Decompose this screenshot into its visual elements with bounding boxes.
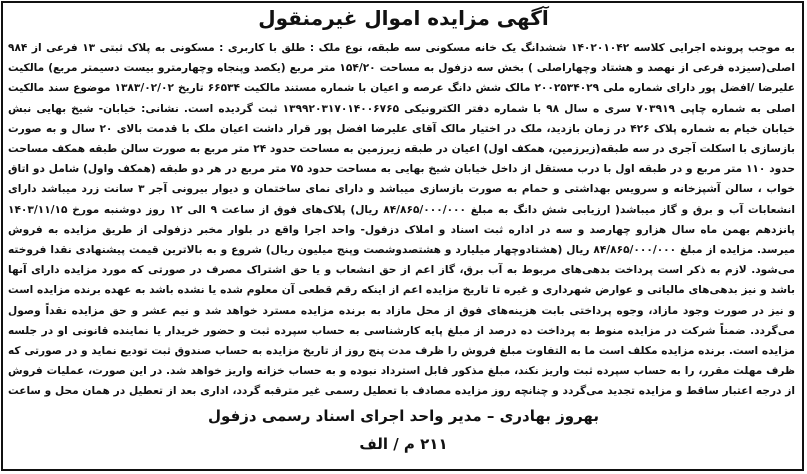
notice-body: به موجب پرونده اجرایی کلاسه ۱۴۰۲۰۱۰۴۲ ششدانگ یک خانه مسکونی سه طبقه، نوع ملک : طلق با کاربری : مسکونی به پلاک ثبتی ۱۳ فرعی از ۹۸۴ اصلی(سیزده فرعی از نهصد و هشتاد وچهاراصلی ) بخش سه دزفول به مساحت ۱۵۴/۲۰ متر مربع (یکصد وپنجاه وچهارمترو بیست دسیمتر مربع) مالکیت علیرضا /افضل پور دارای شماره ملی ۲۰۰۲۵۳۴۰۲۹ مالک شش دانگ عرصه و اعیان با شماره مستند مالکیت ۶۶۵۳۴ تاریخ ۱۳۸۳/۰۲/۰۲ موضوع سند مالکیت اصلی به شماره چاپی ۷۰۳۹۱۹ سری ه سال ۹۸ با شماره دفتر الکترونیکی ۱۳۹۹۲۰۳۱۷۰۱۴۰۰۶۷۶۵ ثبت گردیده است. نشانی: خیابان- شیخ بهایی نبش خیابان خیام به شماره پلاک ۴۲۶ در زمان بازدید، ملک در اختیار مالک آقای علیرضا افضل پور قرار داشت اعیان ملک با قدمت بالای ۲۰ سال و به صورت بازسازی با اسکلت آجری در سه طبقه(زیرزمین، همکف اول) اعیان در طبقه زیرزمین به مساحت حدود ۲۴ متر مربع به صورت سالن طبقه همکف مساحت حدود ۱۱۰ متر مربع و در طبقه اول با درب مستقل از داخل خیابان شیخ بهایی به مساحت حدود ۷۵ متر مربع در هر دو طبقه (همکف واول) شامل دو اتاق خواب ، سالن آشپزخانه و سرویس بهداشتی و حمام به صورت بازسازی میباشد و دارای نمای ساختمان و دیوار بیرونی آجر ۳ سانت زرد میباشد دارای انشعابات آب و برق و گاز میباشد( ارزیابی شش دانگ به مبلغ ۸۴/۸۶۵/۰۰۰/۰۰۰ ریال) پلاک‌های فوق از ساعت ۹ الی ۱۲ روز دوشنبه مورخ ۱۴۰۳/۱۱/۱۵ پانزدهم بهمن ماه سال هزارو چهارصد و سه در اداره ثبت اسناد و املاک دزفول- واحد اجرا واقع در بلوار مخبر دزفولی از طریق مزایده به فروش میرسد. مزایده از مبلغ ۸۴/۸۶۵/۰۰۰/۰۰۰ ریال (هشتادوچهار میلیارد و هشتصدوشصت وپنج میلیون ریال) شروع و به بالاترین قیمت پیشنهادی نقدا فروخته می‌شود. لازم به ذکر است پرداخت بدهی‌های مربوط به آب برق، گاز اعم از حق انشعاب و یا حق اشتراک مصرف در صورتی که مورد مزایده دارای آنها باشد و نیز بدهی‌های مالیاتی و عوارض شهرداری و غیره تا تاریخ مزایده اعم از اینکه رقم قطعی آن معلوم شده یا نشده باشد به عهده برنده مزایده است و نیز در صورت وجود مازاد، وجوه پرداختی بابت هزینه‌های فوق از محل مازاد به برنده مزایده مسترد خواهد شد و نیم عشر و حق مزایده نقداً وصول می‌گردد. ضمناً شرکت در مزایده منوط به پرداخت ده درصد از مبلغ پایه کارشناسی به حساب سپرده ثبت و حضور خریدار یا نماینده قانونی او در جلسه مزایده است. برنده مزایده مکلف است ما به التفاوت مبلغ فروش را ظرف مدت پنج روز از تاریخ مزایده به حساب صندوق ثبت تودیع نماید و در صورتی که ظرف مهلت مقرر، را به حساب سپرده ثبت واریز نکند، مبلغ مذکور قابل استرداد نبوده و به حساب خزانه واریز خواهد شد. در این صورت، عملیات فروش از درجه اعتبار ساقط و مزایده تجدید می‌گردد و چنانچه روز مزایده مصادف با تعطیل رسمی غیر مترقبه گردد، اداری بعد از تعطیل در همان محل و ساعت bbox=[8, 42, 795, 398]
notice-signer: بهروز بهادری – مدیر واحد اجرای اسناد رسمی دزفول bbox=[208, 407, 599, 425]
notice-reference-number: ۲۱۱ م / الف bbox=[359, 435, 448, 453]
notice-title: آگهی مزایده اموال غیرمنقول bbox=[258, 6, 549, 30]
